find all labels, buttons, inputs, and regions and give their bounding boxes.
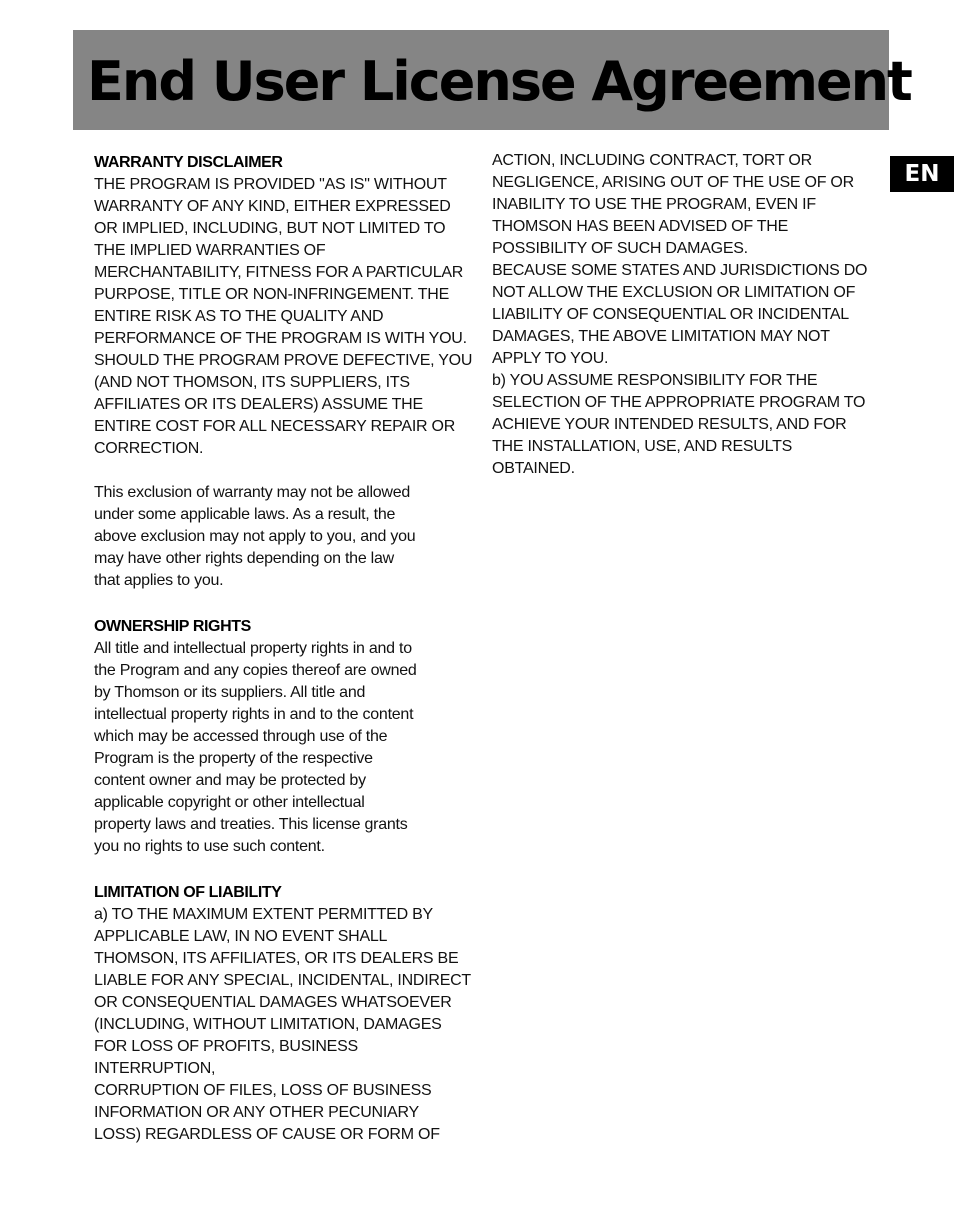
warranty-note: This exclusion of warranty may not be allowed under some applicable laws. As a result, the above exclusion may not apply to you, and you may have other rights depending on the law that applies to you. [94,484,416,589]
title-banner [73,30,911,130]
spacer [94,460,478,482]
left-column [94,152,478,1146]
spacer [94,858,478,882]
liability-heading: LIMITATION OF LIABILITY [94,884,282,901]
liability-body-b: b) YOU ASSUME RESPONSIBILITY FOR THE SELECTION OF THE APPROPRIATE PROGRAM TO ACHIEVE YOUR INTENDED RESULTS, AND FOR THE INSTALLATION, USE, AND RESULTS OBTAINED. [492,372,866,477]
page-title: End User License Agreement [87,50,911,113]
ownership-body: All title and intellectual property rights in and to the Program and any copies thereof are owned by Thomson or its suppliers. All title and intellectual property rights in and to the content which may be accessed through use of the Program is the property of the respective content owner and may be protected by applicable copyright or other intellectual property laws and treaties. This license grants you no rights to use such content. [94,640,417,855]
spacer [94,592,478,616]
warranty-body: THE PROGRAM IS PROVIDED "AS IS" WITHOUT WARRANTY OF ANY KIND, EITHER EXPRESSED OR IMPLIED, INCLUDING, BUT NOT LIMITED TO THE IMPLIED WARRANTIES OF MERCHANTABILITY, FITNESS FOR A PARTICULAR PURPOSE, TITLE OR NON-INFRINGEMENT. THE ENTIRE RISK AS TO THE QUALITY AND PERFORMANCE OF THE PROGRAM IS WITH YOU. SHOULD THE PROGRAM PROVE DEFECTIVE, YOU (AND NOT THOMSON, ITS SUPPLIERS, ITS AFFILIATES OR ITS DEALERS) ASSUME THE ENTIRE COST FOR ALL NECESSARY REPAIR OR CORRECTION. [94,176,473,457]
warranty-heading: WARRANTY DISCLAIMER [94,154,283,171]
ownership-heading: OWNERSHIP RIGHTS [94,618,251,635]
language-tab: EN [890,156,954,192]
liability-body-a-continued: ACTION, INCLUDING CONTRACT, TORT OR NEGLIGENCE, ARISING OUT OF THE USE OF OR INABILITY TO USE THE PROGRAM, EVEN IF THOMSON HAS BEEN ADVISED OF THE POSSIBILITY OF SUCH DAMAGES. BECAUSE SOME STATES AND JURISDICTIONS DO NOT ALLOW THE EXCLUSION OR LIMITATION OF LIABILITY OF CONSEQUENTIAL OR INCIDENTAL DAMAGES, THE ABOVE LIMITATION MAY NOT APPLY TO YOU. [492,152,868,367]
liability-body-a: a) TO THE MAXIMUM EXTENT PERMITTED BY APPLICABLE LAW, IN NO EVENT SHALL THOMSON, ITS AFFILIATES, OR ITS DEALERS BE LIABLE FOR ANY SPECIAL, INCIDENTAL, INDIRECT OR CONSEQUENTIAL DAMAGES WHATSOEVER (INCLUDING, WITHOUT LIMITATION, DAMAGES FOR LOSS OF PROFITS, BUSINESS INTERRUPTION, CORRUPTION OF FILES, LOSS OF BUSINESS INFORMATION OR ANY OTHER PECUNIARY LOSS) REGARDLESS OF CAUSE OR FORM OF [94,906,471,1143]
right-column [492,150,876,480]
